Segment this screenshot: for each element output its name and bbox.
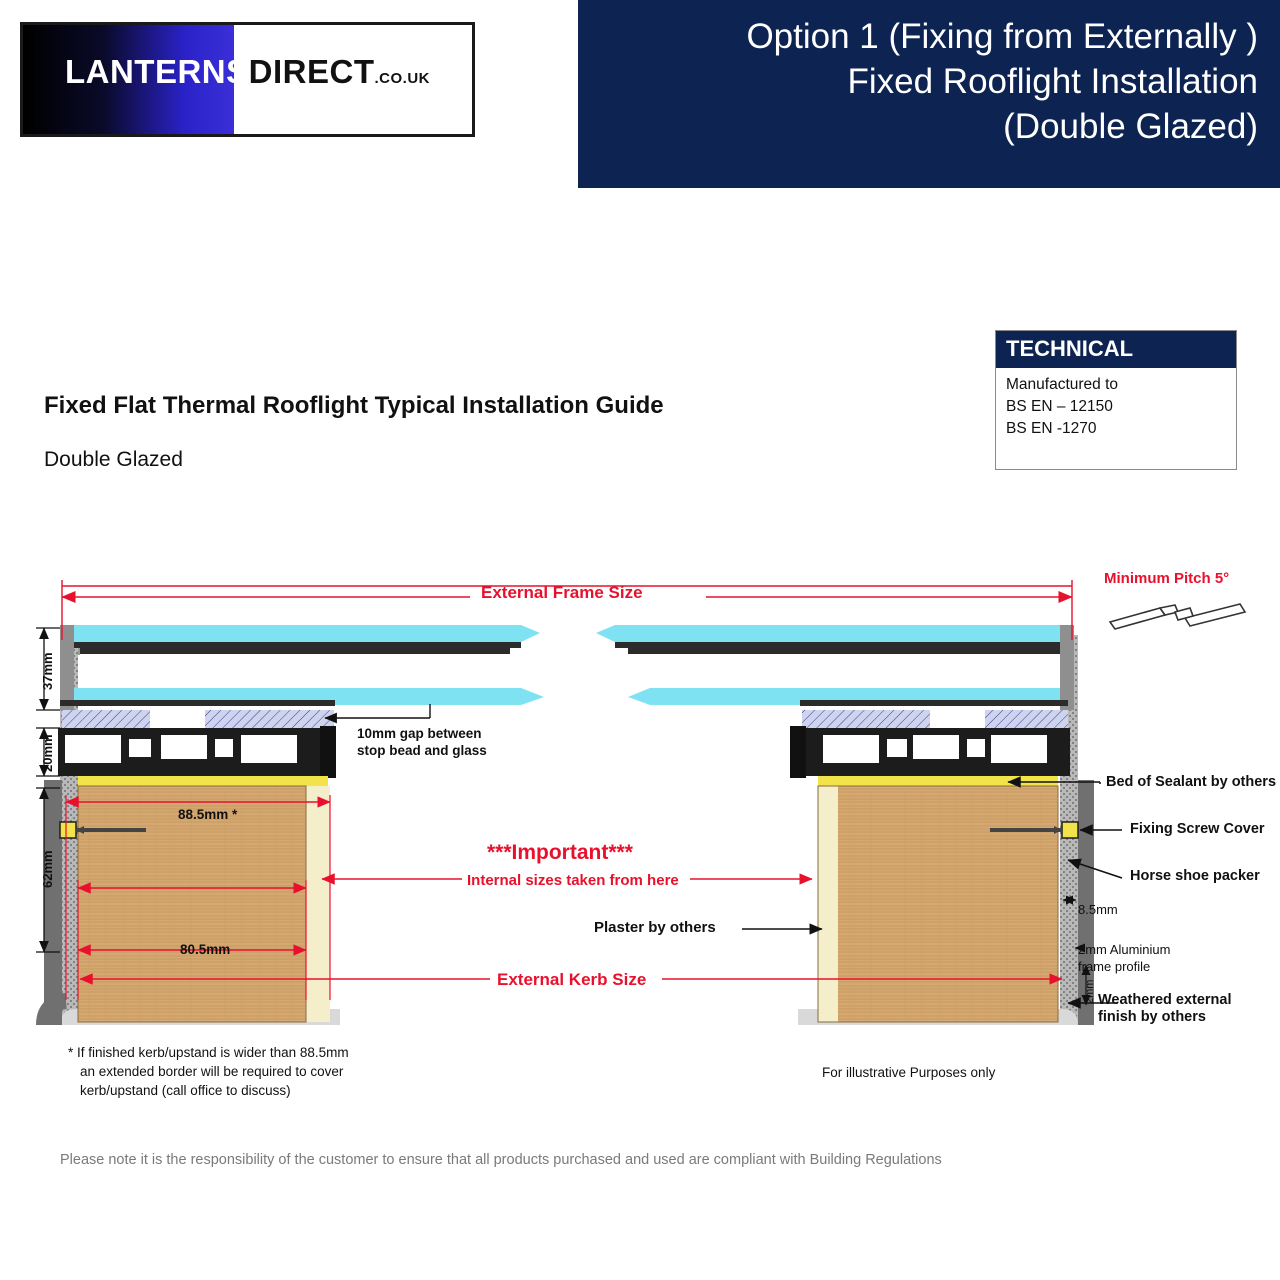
note-10mm-gap: 10mm gap between stop bead and glass <box>357 726 487 758</box>
minimum-pitch-icon <box>1110 604 1245 629</box>
technical-line-2: BS EN – 12150 <box>1006 398 1113 415</box>
label-fixing-screw-cover: Fixing Screw Cover <box>1130 821 1265 837</box>
footer-note: Please note it is the responsibility of the customer to ensure that all products purchased and used are compliant with Building Regulations <box>60 1152 942 1168</box>
dim-80-5mm: 80.5mm <box>180 942 231 957</box>
logo-word-direct: DIRECT <box>248 53 375 90</box>
page-subtitle: Double Glazed <box>44 448 183 471</box>
label-important: ***Important*** <box>487 841 633 864</box>
label-weathered-finish: Weathered external finish by others <box>1098 992 1232 1025</box>
label-minimum-pitch: Minimum Pitch 5° <box>1104 570 1230 587</box>
dim-62mm: 62mm <box>40 850 55 888</box>
technical-heading: TECHNICAL <box>996 331 1236 368</box>
banner-line-1: Option 1 (Fixing from Externally ) <box>746 17 1258 56</box>
logo-word-lanterns: LANTERNS <box>64 53 249 90</box>
illustrative-note: For illustrative Purposes only <box>822 1065 996 1080</box>
label-aluminium-profile: 2mm Aluminium frame profile <box>1078 942 1171 974</box>
label-external-frame-size: External Frame Size <box>481 583 643 602</box>
technical-line-3: BS EN -1270 <box>1006 420 1097 437</box>
banner-line-3: (Double Glazed) <box>1003 107 1258 146</box>
logo-suffix: .CO.UK <box>374 70 430 87</box>
kerb-note: * If finished kerb/upstand is wider than 88.5mm an extended border will be required to cover kerb/upstand (call office to discuss) <box>68 1045 349 1098</box>
label-horse-shoe-packer: Horse shoe packer <box>1130 868 1260 884</box>
page-title: Fixed Flat Thermal Rooflight Typical Installation Guide <box>44 392 664 419</box>
dim-20mm: 20mm <box>40 734 55 772</box>
banner-line-2: Fixed Rooflight Installation <box>847 62 1258 101</box>
dim-37mm: 37mm <box>40 652 55 690</box>
label-internal-sizes: Internal sizes taken from here <box>467 872 679 889</box>
label-bed-of-sealant: Bed of Sealant by others <box>1106 774 1277 790</box>
label-plaster-by-others: Plaster by others <box>594 919 716 936</box>
dim-8-5mm: 8.5mm <box>1078 902 1118 917</box>
dim-88-5mm: 88.5mm * <box>178 807 238 822</box>
label-external-kerb-size: External Kerb Size <box>497 970 647 989</box>
dim-2mm: 2mm <box>1084 979 1096 1004</box>
technical-line-1: Manufactured to <box>1006 376 1119 393</box>
